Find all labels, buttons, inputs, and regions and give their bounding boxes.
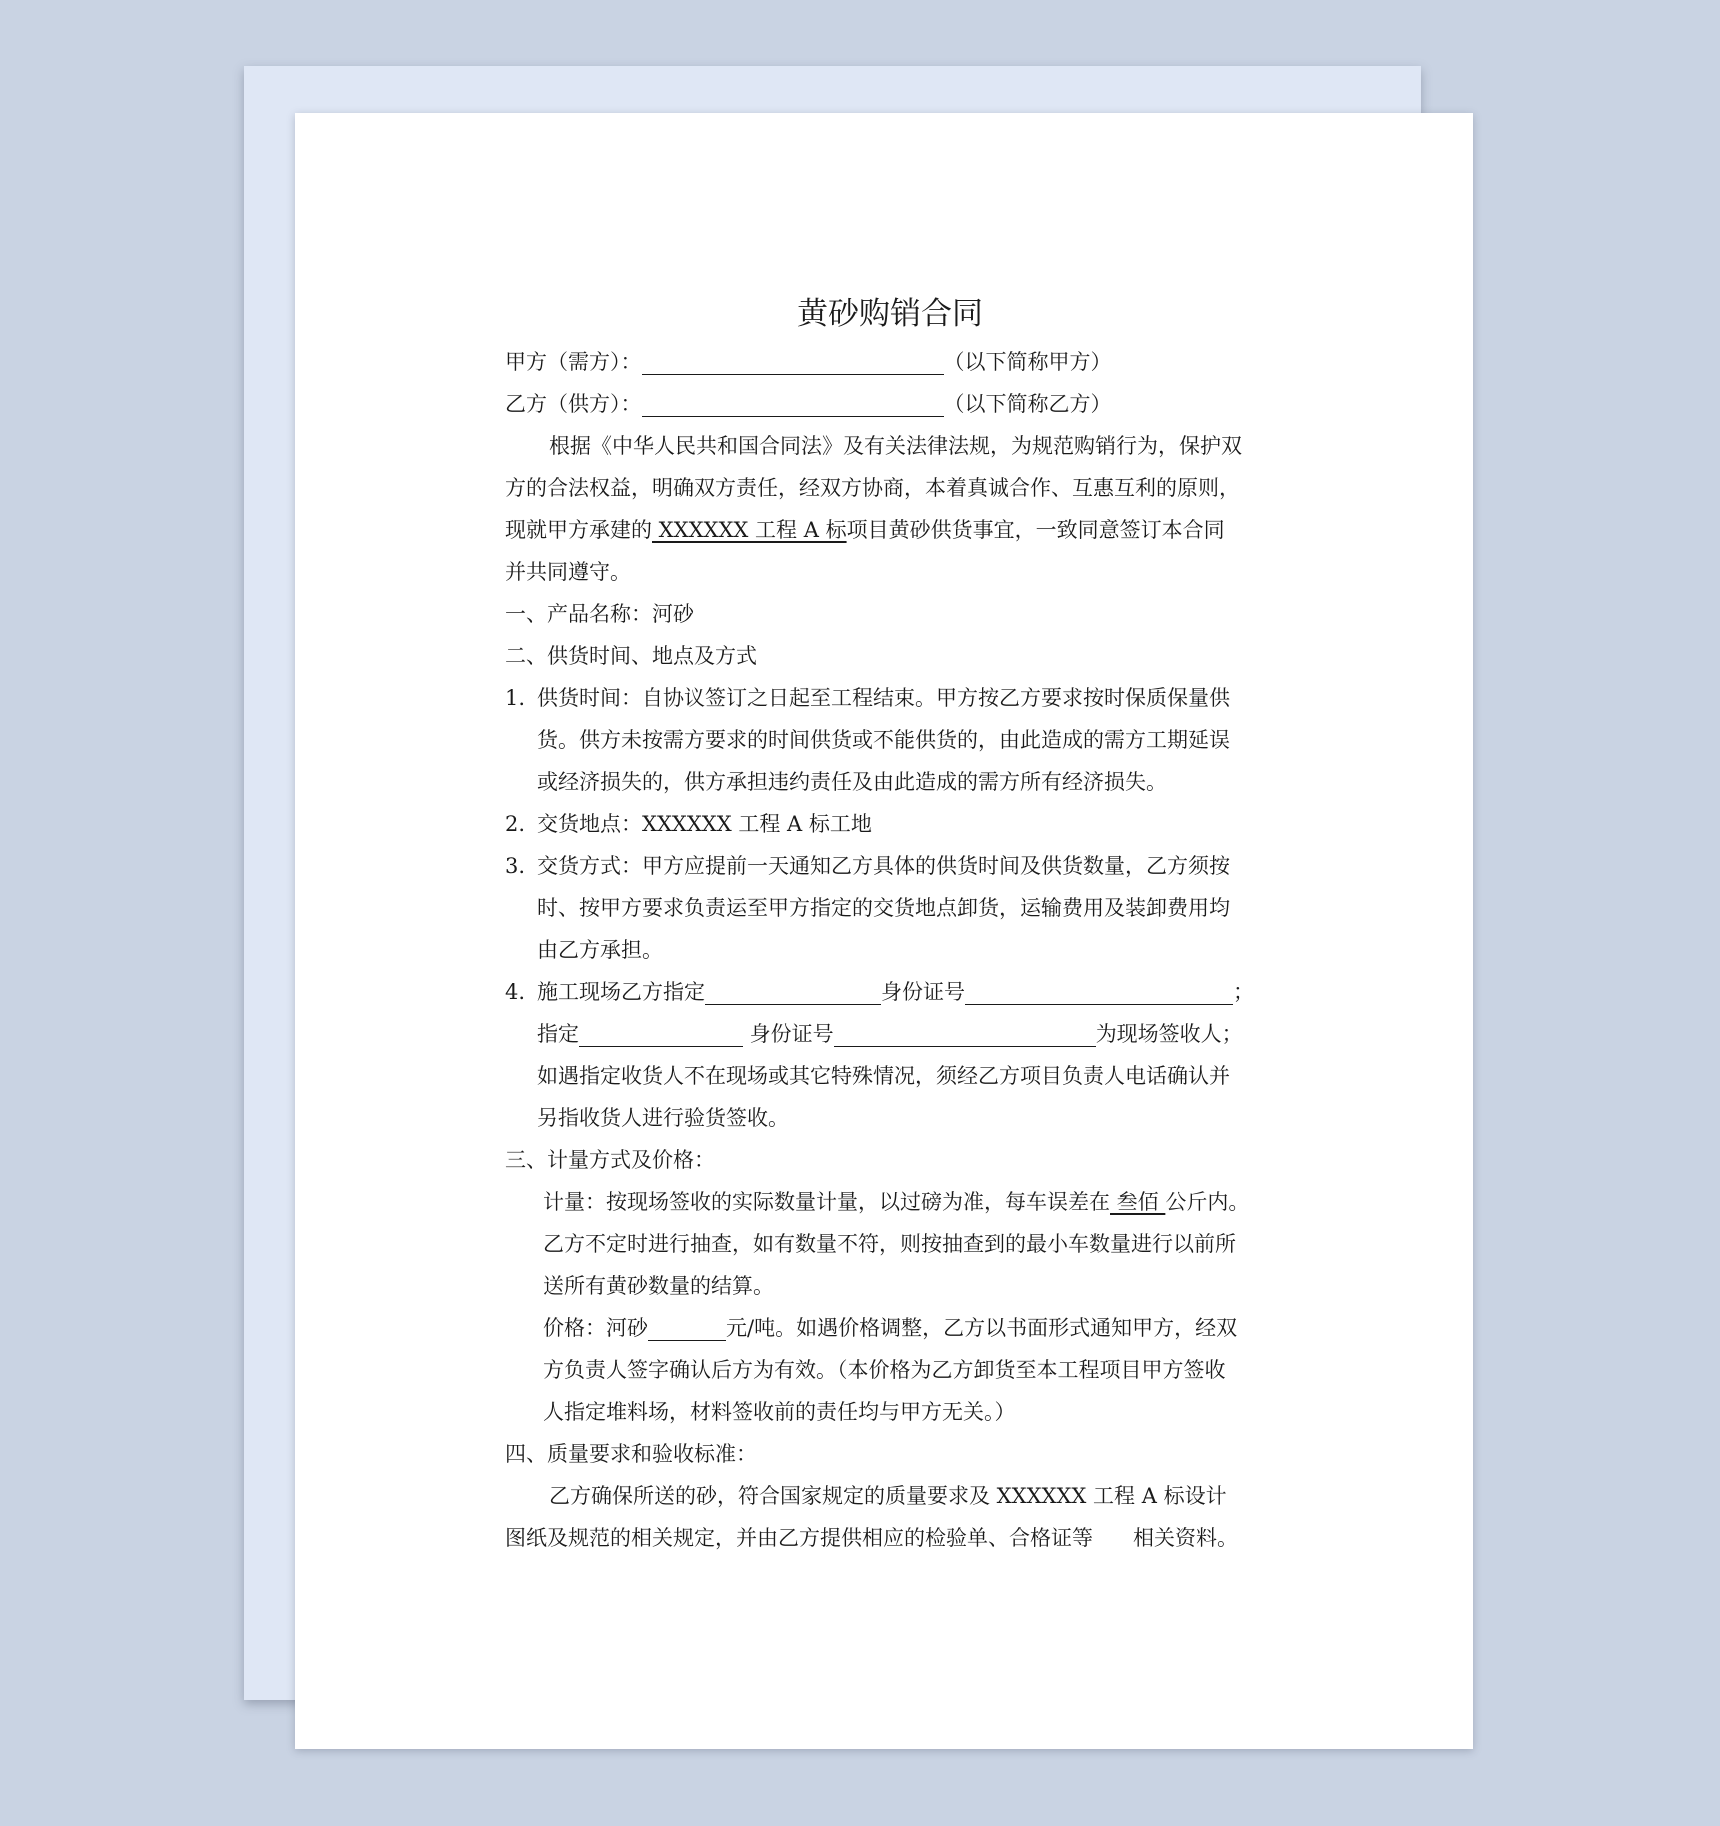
item-2-text-1: 交货地点：XXXXXX 工程 A 标工地 [537, 812, 872, 836]
party-a-line [505, 341, 1275, 383]
item-4-text-1c: ； [1233, 980, 1254, 1004]
section-2-heading: 二、供货时间、地点及方式 [505, 644, 757, 668]
party-b-line [505, 383, 1275, 425]
item-4-text-1b: 身份证号 [881, 980, 965, 1004]
item-3-number: 3. [505, 854, 526, 878]
price-blank [648, 1312, 726, 1341]
party-b-label: 乙方（供方）： [505, 392, 642, 416]
measure-line-3: 送所有黄砂数量的结算。 [543, 1274, 774, 1298]
section-3-heading: 三、计量方式及价格： [505, 1148, 715, 1172]
party-a-suffix: （以下简称甲方） [943, 350, 1112, 374]
document-page [295, 113, 1473, 1749]
item-4-text-2b: 身份证号 [743, 1022, 834, 1046]
price-text-pre: 价格：河砂 [543, 1316, 648, 1340]
item-1-line-2: 货。供方未按需方要求的时间供货或不能供货的，由此造成的需方工期延误 [537, 728, 1230, 752]
item-3-line-2: 时、按甲方要求负责运至甲方指定的交货地点卸货，运输费用及装卸费用均 [537, 896, 1230, 920]
id-1-blank [965, 976, 1233, 1005]
measure-line-1 [505, 1181, 1275, 1223]
document-title: 黄砂购销合同 [797, 296, 983, 332]
item-4-text-2a: 指定 [537, 1022, 579, 1046]
intro-line-4: 并共同遵守。 [505, 560, 631, 584]
receiver-1-blank [705, 976, 881, 1005]
party-b-blank [642, 388, 944, 417]
measure-line-2: 乙方不定时进行抽查，如有数量不符，则按抽查到的最小车数量进行以前所 [543, 1232, 1236, 1256]
intro-line-3-pre: 现就甲方承建的 [505, 518, 652, 542]
party-a-label: 甲方（需方）： [505, 350, 642, 374]
intro-line-1: 根据《中华人民共和国合同法》及有关法律法规，为规范购销行为，保护双 [549, 434, 1242, 458]
measure-text-pre: 计量：按现场签收的实际数量计量，以过磅为准，每车误差在 [543, 1190, 1110, 1214]
item-1-number: 1. [505, 686, 526, 710]
intro-line-3-post: 项目黄砂供货事宜，一致同意签订本合同 [846, 518, 1225, 542]
item-3-text-1: 交货方式：甲方应提前一天通知乙方具体的供货时间及供货数量，乙方须按 [537, 854, 1230, 878]
item-1-line-3: 或经济损失的，供方承担违约责任及由此造成的需方所有经济损失。 [537, 770, 1167, 794]
price-text-post: 元/吨。如遇价格调整，乙方以书面形式通知甲方，经双 [726, 1316, 1238, 1340]
item-4-line-1 [505, 971, 1275, 1013]
quality-line-1: 乙方确保所送的砂，符合国家规定的质量要求及 XXXXXX 工程 A 标设计 [549, 1484, 1227, 1508]
item-4-text-2c: 为现场签收人； [1095, 1022, 1243, 1046]
item-4-number: 4. [505, 980, 526, 1004]
item-2-number: 2. [505, 812, 526, 836]
section-4-heading: 四、质量要求和验收标准： [505, 1442, 757, 1466]
price-line-2: 方负责人签字确认后方为有效。（本价格为乙方卸货至本工程项目甲方签收 [543, 1358, 1226, 1382]
intro-line-2: 方的合法权益，明确双方责任，经双方协商，本着真诚合作、互惠互利的原则， [505, 476, 1240, 500]
measure-text-post: 公斤内。 [1165, 1190, 1250, 1214]
intro-line-3 [505, 509, 1275, 551]
document-content [505, 291, 1275, 1559]
party-b-suffix: （以下简称乙方） [943, 392, 1112, 416]
item-1-line-1 [505, 677, 1275, 719]
item-4-line-3: 如遇指定收货人不在现场或其它特殊情况，须经乙方项目负责人电话确认并 [537, 1064, 1230, 1088]
price-line-1 [505, 1307, 1275, 1349]
item-3-line-3: 由乙方承担。 [537, 938, 663, 962]
receiver-2-blank [579, 1018, 743, 1047]
item-4-line-2 [505, 1013, 1275, 1055]
party-a-blank [642, 346, 944, 375]
item-2-line-1 [505, 803, 1275, 845]
tolerance-value: 叁佰 [1110, 1190, 1166, 1214]
item-4-text-1a: 施工现场乙方指定 [537, 980, 705, 1004]
item-1-text-1: 供货时间：自协议签订之日起至工程结束。甲方按乙方要求按时保质保量供 [537, 686, 1230, 710]
project-name: XXXXXX 工程 A 标 [652, 518, 847, 542]
id-2-blank [834, 1018, 1096, 1047]
item-3-line-1 [505, 845, 1275, 887]
section-1-heading: 一、产品名称：河砂 [505, 602, 694, 626]
item-4-line-4: 另指收货人进行验货签收。 [537, 1106, 789, 1130]
price-line-3: 人指定堆料场，材料签收前的责任均与甲方无关。） [543, 1400, 1016, 1424]
quality-line-2: 图纸及规范的相关规定，并由乙方提供相应的检验单、合格证等 相关资料。 [505, 1526, 1239, 1550]
